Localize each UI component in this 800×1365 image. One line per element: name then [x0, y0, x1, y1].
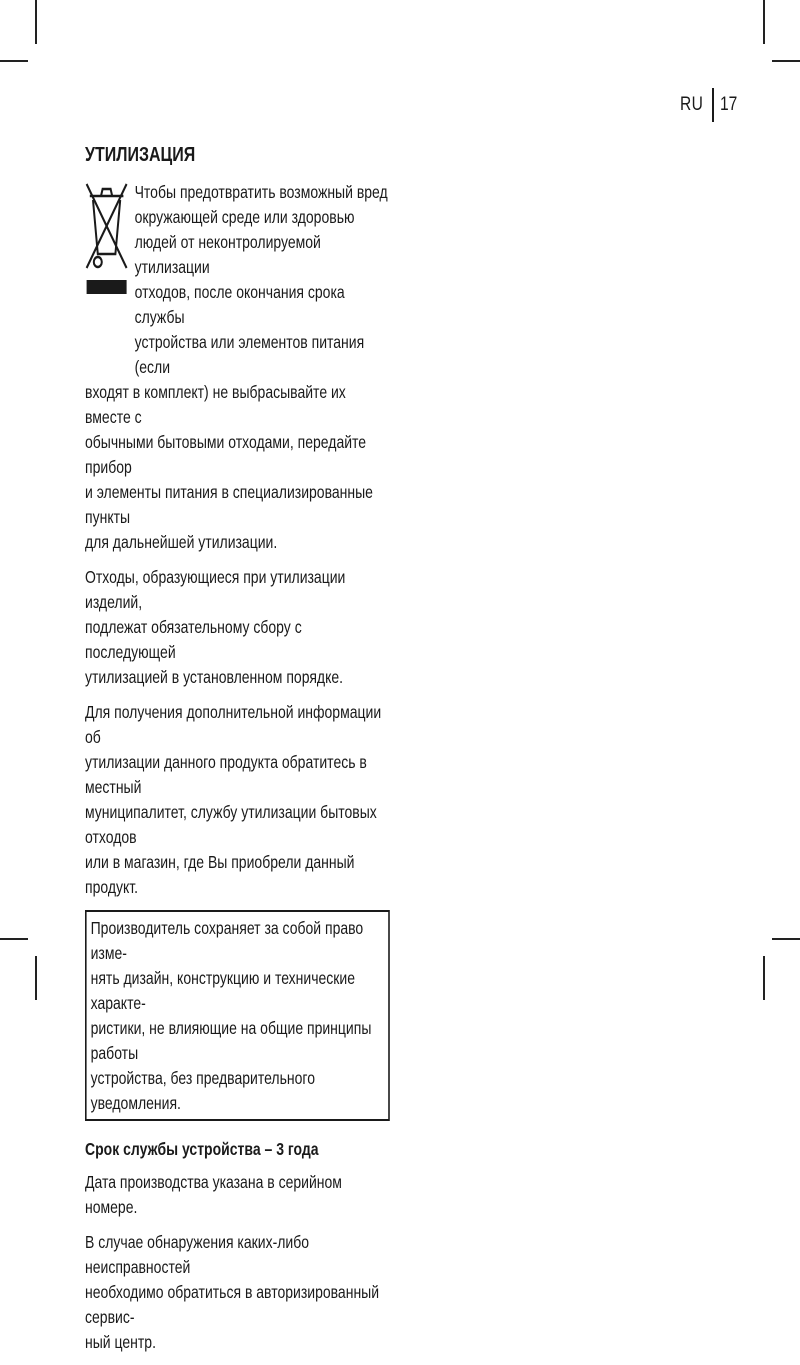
- crossed-out-wheelie-bin-icon: [85, 182, 128, 298]
- page-header: [680, 88, 741, 122]
- intro-line: входят в комплект) не выбрасывайте их вместе с: [85, 382, 346, 427]
- crop-mark: [763, 956, 765, 1000]
- paragraph-line: Для получения дополнительной информации об: [85, 702, 382, 747]
- intro-line: Чтобы предотвратить возможный вред: [134, 182, 388, 202]
- notice-line: ристики, не влияющие на общие принципы работы: [90, 1018, 372, 1063]
- crop-mark: [772, 938, 800, 940]
- paragraph-line: ный центр.: [85, 1332, 156, 1352]
- production-date-note: Дата производства указана в серийном номере.: [85, 1172, 342, 1217]
- header-divider: [712, 88, 714, 122]
- intro-line: устройства или элементов питания (если: [134, 332, 365, 377]
- notice-line: нять дизайн, конструкцию и технические характе-: [90, 968, 356, 1013]
- page-content: [85, 142, 390, 1365]
- manufacturer-notice-box: [85, 910, 390, 1121]
- more-info-paragraph: [85, 700, 390, 900]
- paragraph-line: Отходы, образующиеся при утилизации изделий,: [85, 567, 346, 612]
- intro-line: отходов, после окончания срока службы: [134, 282, 345, 327]
- paragraph-line: В случае обнаружения каких-либо неисправностей: [85, 1232, 310, 1277]
- paragraph-line: утилизацией в установленном порядке.: [85, 667, 344, 687]
- paragraph-line: муниципалитет, службу утилизации бытовых отходов: [85, 802, 377, 847]
- waste-collection-paragraph: [85, 565, 390, 690]
- crop-mark: [35, 956, 37, 1000]
- crop-mark: [0, 60, 28, 62]
- page-number: 17: [720, 94, 738, 115]
- intro-line: обычными бытовыми отходами, передайте прибор: [85, 432, 367, 477]
- service-center-paragraph: [85, 1230, 390, 1355]
- service-life-heading: Срок службы устройства – 3 года: [85, 1139, 319, 1159]
- paragraph-line: подлежат обязательному сбору с последующей: [85, 617, 302, 662]
- intro-line: для дальнейшей утилизации.: [85, 532, 278, 552]
- paragraph-line: или в магазин, где Вы приобрели данный продукт.: [85, 852, 355, 897]
- crop-mark: [772, 60, 800, 62]
- intro-line: людей от неконтролируемой утилизации: [134, 232, 321, 277]
- paragraph-line: утилизации данного продукта обратитесь в местный: [85, 752, 367, 797]
- language-code: RU: [680, 94, 704, 115]
- crop-mark: [763, 0, 765, 44]
- notice-line: устройства, без предварительного уведомления.: [90, 1068, 315, 1113]
- crop-mark: [0, 938, 28, 940]
- disposal-intro: [85, 180, 390, 555]
- intro-line: и элементы питания в специализированные пункты: [85, 482, 373, 527]
- notice-line: Производитель сохраняет за собой право изме-: [90, 918, 364, 963]
- intro-line: окружающей среде или здоровью: [134, 207, 355, 227]
- section-title: УТИЛИЗАЦИЯ: [85, 144, 196, 166]
- crop-mark: [35, 0, 37, 44]
- paragraph-line: необходимо обратиться в авторизированный сервис-: [85, 1282, 380, 1327]
